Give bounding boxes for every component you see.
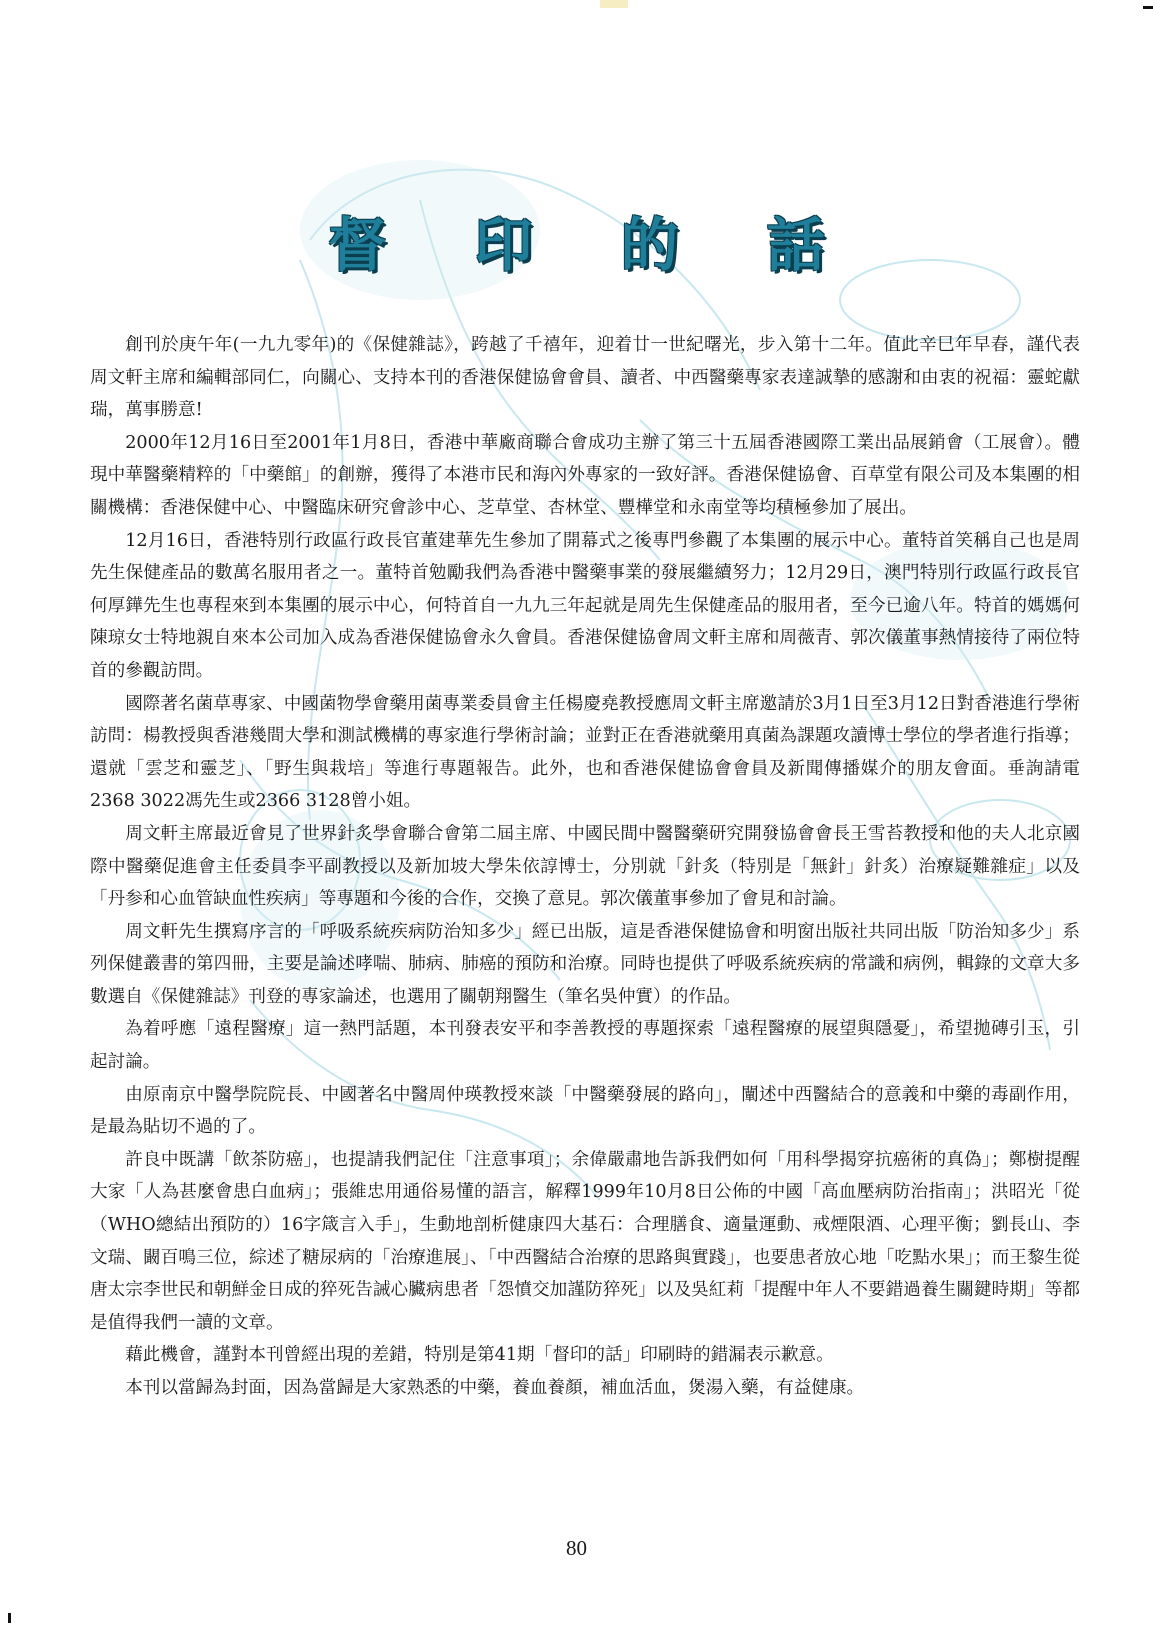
- scan-corner-mark-top-right: [1143, 6, 1153, 9]
- paragraph-1: 創刊於庚午年(一九九零年)的《保健雜誌》，跨越了千禧年，迎着廿一世紀曙光，步入第十二年。值此辛巳年早春，謹代表周文軒主席和編輯部同仁，向關心、支持本刊的香港保健協會會員、讀者、中西醫藥專家表達誠摯的感謝和由衷的祝福：靈蛇獻瑞，萬事勝意!: [90, 335, 1080, 421]
- paragraph-2: 2000年12月16日至2001年1月8日，香港中華廠商聯合會成功主辦了第三十五屆香港國際工業出品展銷會（工展會）。體現中華醫藥精粹的「中藥館」的創辦，獲得了本港市民和海內外專家的一致好評。香港保健協會、百草堂有限公司及本集團的相關機構：香港保健中心、中醫臨床研究會診中心、芝草堂、杏林堂、豐樺堂和永南堂等均積極參加了展出。: [90, 432, 1080, 518]
- article-body: [90, 329, 1080, 1405]
- page-number: 80: [566, 1536, 587, 1560]
- paragraph-11: 本刊以當歸為封面，因為當歸是大家熟悉的中藥，養血養顏，補血活血，煲湯入藥，有益健康。: [125, 1378, 865, 1398]
- paragraph-4: 國際著名菌草專家、中國菌物學會藥用菌專業委員會主任楊慶堯教授應周文軒主席邀請於3月1日至3月12日對香港進行學術訪問：楊教授與香港幾間大學和測試機構的專家進行學術討論；並對正在香港就藥用真菌為課題攻讀博士學位的學者進行指導；還就「雲芝和靈芝」、「野生與栽培」等進行專題報告。此外，也和香港保健協會會員及新聞傳播媒介的朋友會面。垂詢請電2368 3022馮先生或2366 3128曾小姐。: [90, 693, 1080, 812]
- paragraph-5: 周文軒主席最近會見了世界針炙學會聯合會第二屆主席、中國民間中醫醫藥研究開發協會會長王雪苔教授和他的夫人北京國際中醫藥促進會主任委員李平副教授以及新加坡大學朱依諄博士，分別就「針炙（特別是「無針」針炙）治療疑難雜症」以及「丹参和心血管缺血性疾病」等專題和今後的合作，交換了意見。郭次儀董事參加了會見和討論。: [90, 823, 1080, 910]
- paragraph-10: 藉此機會，謹對本刊曾經出現的差錯，特別是第41期「督印的話」印刷時的錯漏表示歉意。: [125, 1345, 834, 1366]
- paragraph-7: 為着呼應「遠程醫療」這一熱門話題，本刊發表安平和李善教授的專題探索「遠程醫療的展望與隱憂」，希望拋磚引玉，引起討論。: [90, 1019, 1080, 1073]
- page-title: 督 印 的 話: [328, 211, 859, 279]
- paragraph-9: 許良中既講「飲茶防癌」，也提請我們記住「注意事項」；余偉嚴肅地告訴我們如何「用科學揭穿抗癌術的真偽」；鄭樹提醒大家「人為甚麼會患白血病」；張維忠用通俗易懂的語言，解釋1999年10月8日公佈的中國「高血壓病防治指南」；洪昭光「從（WHO總結出預防的）16字箴言入手」，生動地剖析健康四大基石：合理膳食、適量運動、戒煙限酒、心理平衡；劉長山、李文瑞、闞百鳴三位，綜述了糖尿病的「治療進展」、「中西醫結合治療的思路與實踐」，也要患者放心地「吃點水果」；而王黎生從唐太宗李世民和朝鮮金日成的猝死告誡心臟病患者「怨憤交加謹防猝死」以及吳紅莉「提醒中年人不要錯過養生關鍵時期」等都是值得我們一讀的文章。: [90, 1149, 1080, 1333]
- paragraph-6: 周文軒先生撰寫序言的「呼吸系統疾病防治知多少」經已出版，這是香港保健協會和明窗出版社共同出版「防治知多少」系列保健叢書的第四冊，主要是論述哮喘、肺病、肺癌的預防和治療。同時也提供了呼吸系統疾病的常識和病例，輯錄的文章大多數選自《保健雜誌》刊登的專家論述，也選用了關朝翔醫生（筆名吳仲實）的作品。: [90, 921, 1080, 1007]
- paragraph-3: 12月16日，香港特別行政區行政長官董建華先生參加了開幕式之後專門參觀了本集團的展示中心。董特首笑稱自己也是周先生保健產品的數萬名服用者之一。董特首勉勵我們為香港中醫藥事業的發展繼續努力；12月29日，澳門特別行政區行政長官何厚鏵先生也專程來到本集團的展示中心，何特首自一九九三年起就是周先生保健產品的服用者，至今已逾八年。特首的媽媽何陳琼女士特地親自來本公司加入成為香港保健協會永久會員。香港保健協會周文軒主席和周薇青、郭次儀董事熱情接待了兩位特首的參觀訪問。: [90, 530, 1080, 681]
- paragraph-8: 由原南京中醫學院院長、中國著名中醫周仲瑛教授來談「中醫藥發展的路向」，闡述中西醫結合的意義和中藥的毒副作用，是最為貼切不過的了。: [90, 1084, 1080, 1138]
- scan-corner-mark-bottom-left: [8, 1613, 11, 1623]
